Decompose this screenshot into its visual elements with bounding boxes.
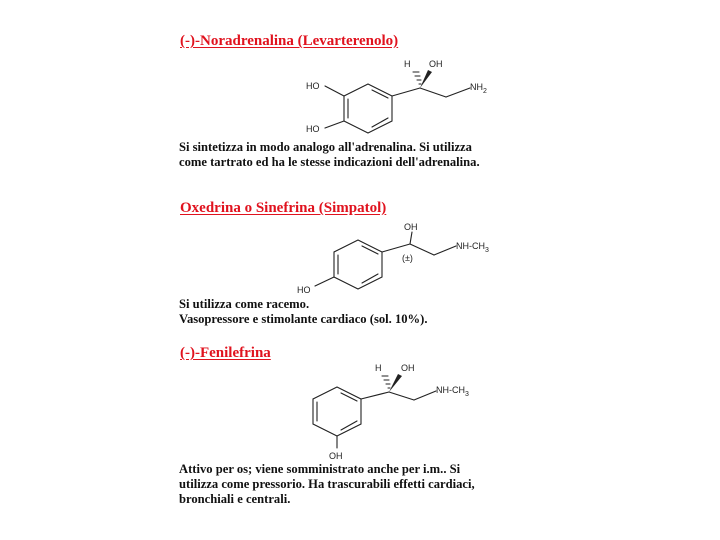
oxedrina-title: Oxedrina o Sinefrina (Simpatol) <box>180 200 387 216</box>
noradrenalina-text-line: Si sintetizza in modo analogo all'adrenalina. Si utilizza <box>179 140 472 154</box>
fenilefrina-oh-top-label: OH <box>401 363 415 373</box>
oxedrina-nhch3-label: $NH-CH_3$ <box>456 241 489 254</box>
oxedrina-racemic-label: (±) <box>402 253 413 263</box>
oxedrina-oh-label: OH <box>404 222 418 232</box>
oxedrina-ho-label: HO <box>297 285 311 295</box>
fenilefrina-oh-bottom-label: OH <box>329 451 343 461</box>
noradrenalina-nh2-label: $NH_2$ <box>470 82 487 95</box>
noradrenalina-ho-top-label: HO <box>306 81 320 91</box>
noradrenalina-title: (-)-Noradrenalina (Levarterenolo) <box>180 33 399 49</box>
fenilefrina-text-line: utilizza come pressorio. Ha trascurabili effetti cardiaci, <box>179 477 475 491</box>
fenilefrina-title: (-)-Fenilefrina <box>180 345 271 361</box>
noradrenalina-ho-bottom-label: HO <box>306 124 320 134</box>
noradrenalina-h-label: H <box>404 59 411 69</box>
fenilefrina-nhch3-label: $NH-CH_3$ <box>436 385 469 398</box>
fenilefrina-h-label: H <box>375 363 382 373</box>
fenilefrina-text-line: Attivo per os; viene somministrato anche per i.m.. Si <box>179 462 461 476</box>
oxedrina-text-line: Vasopressore e stimolante cardiaco (sol. 10%). <box>179 312 428 326</box>
noradrenalina-oh-label: OH <box>429 59 443 69</box>
noradrenalina-text-line: come tartrato ed ha le stesse indicazioni dell'adrenalina. <box>179 155 480 169</box>
fenilefrina-text-line: bronchiali e centrali. <box>179 492 291 506</box>
oxedrina-text-line: Si utilizza come racemo. <box>179 297 310 311</box>
fenilefrina-description <box>179 462 475 507</box>
